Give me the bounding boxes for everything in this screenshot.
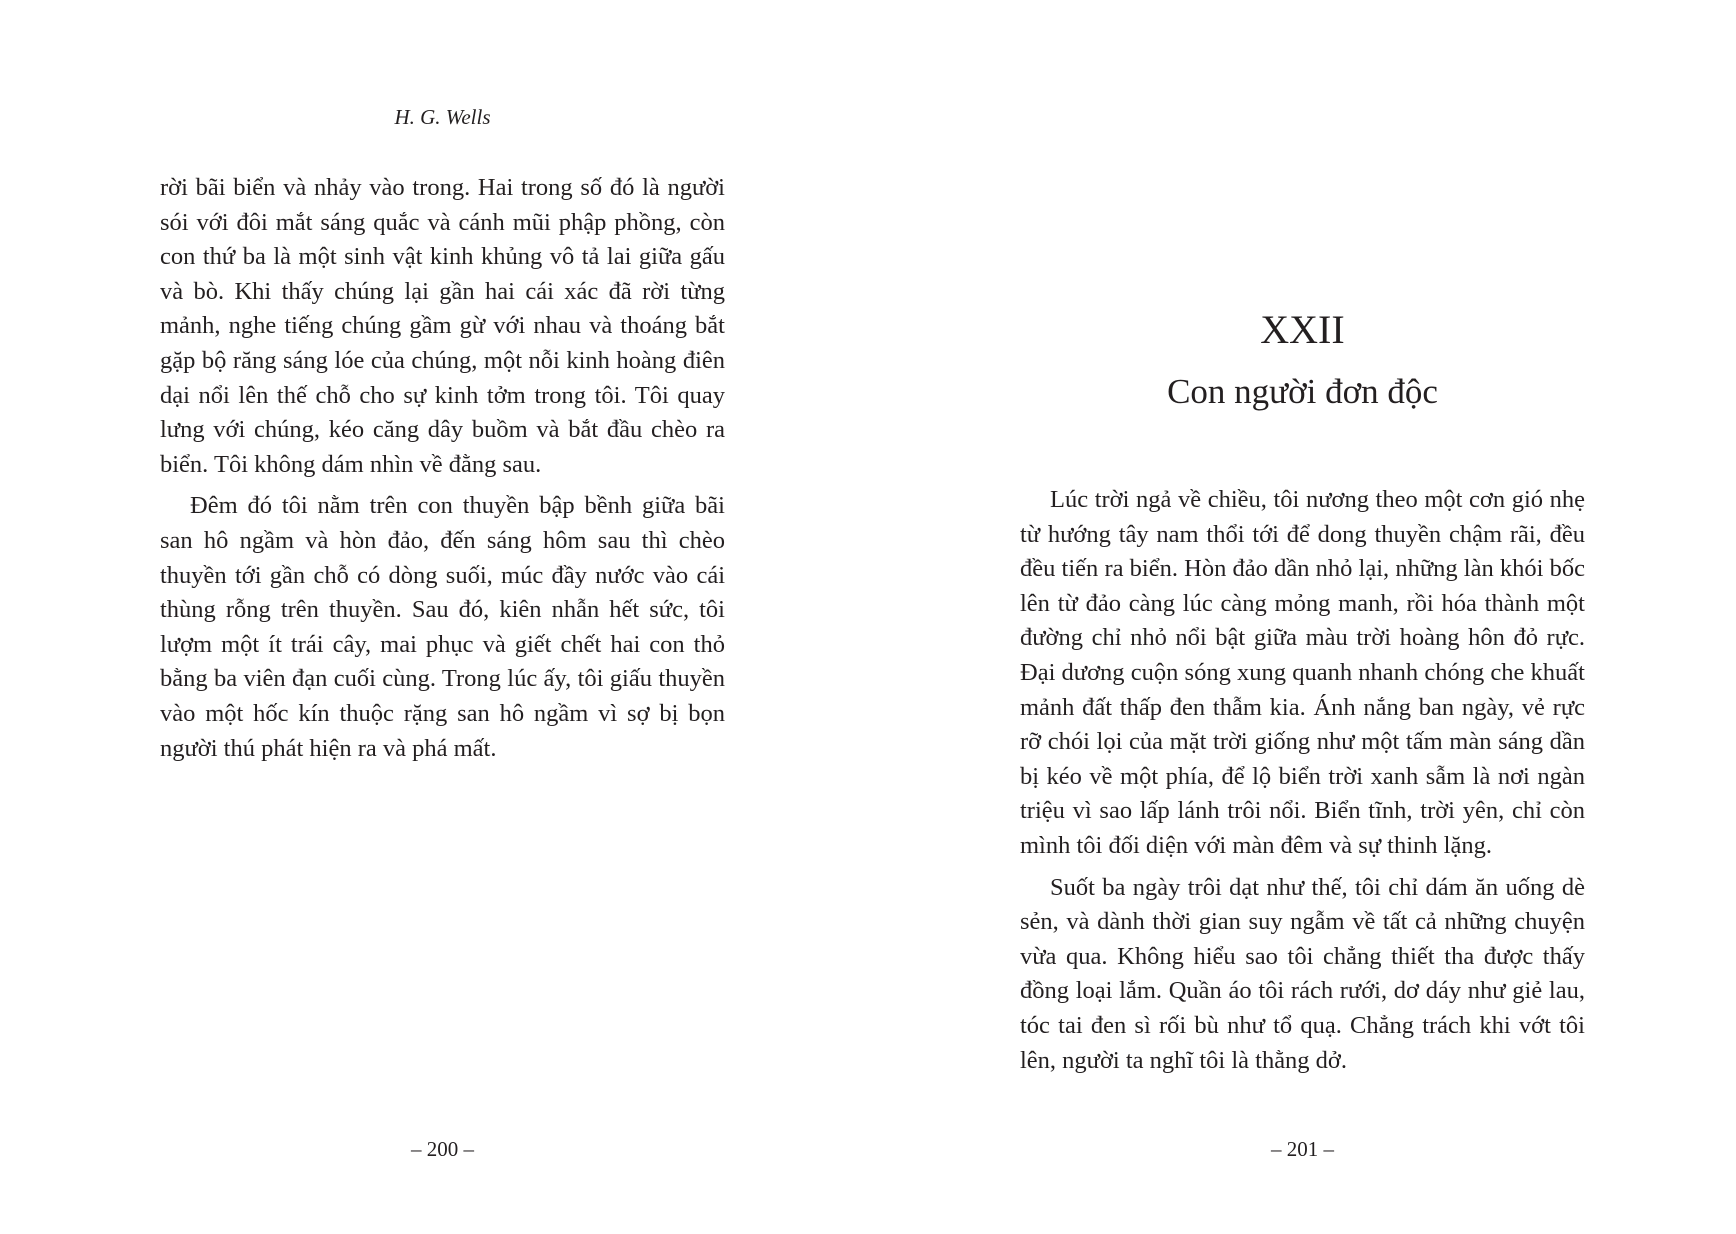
paragraph: rời bãi biển và nhảy vào trong. Hai trong số đó là người sói với đôi mắt sáng quắc và cánh mũi phập phồng, còn con thứ ba là một sinh vật kinh khủng vô tả lai giữa gấu và bò. Khi thấy chúng lại gần hai cái xác đã rời từng mảnh, nghe tiếng chúng gầm gừ với nhau và thoáng bắt gặp bộ răng sáng lóe của chúng, một nỗi kinh hoàng điên dại nổi lên thế chỗ cho sự kinh tởm trong tôi. Tôi quay lưng với chúng, kéo căng dây buồm và bắt đầu chèo ra biển. Tôi không dám nhìn về đằng sau.	[160, 174, 725, 478]
right-page-body	[1020, 483, 1585, 1078]
right-page	[868, 0, 1736, 1234]
page-number-left: – 200 –	[411, 1137, 474, 1161]
left-page-body	[160, 171, 725, 766]
chapter-number: XXII	[1260, 307, 1345, 352]
paragraph: Đêm đó tôi nằm trên con thuyền bập bềnh giữa bãi san hô ngầm và hòn đảo, đến sáng hôm sau thì chèo thuyền tới gần chỗ có dòng suối, múc đầy nước vào cái thùng rỗng trên thuyền. Sau đó, kiên nhẫn hết sức, tôi lượm một ít trái cây, mai phục và giết chết hai con thỏ bằng ba viên đạn cuối cùng. Trong lúc ấy, tôi giấu thuyền vào một hốc kín thuộc rặng san hô ngầm vì sợ bị bọn người thú phát hiện ra và phá mất.	[160, 492, 725, 762]
running-head-author: H. G. Wells	[394, 105, 491, 129]
chapter-title: Con người đơn độc	[1167, 372, 1438, 411]
paragraph: Suốt ba ngày trôi dạt như thế, tôi chỉ dám ăn uống dè sẻn, và dành thời gian suy ngẫm về tất cả những chuyện vừa qua. Không hiểu sao tôi chẳng thiết tha được thấy đồng loại lắm. Quần áo tôi rách rưới, dơ dáy như giẻ lau, tóc tai đen sì rối bù như tổ quạ. Chẳng trách khi vớt tôi lên, người ta nghĩ tôi là thằng dở.	[1020, 873, 1585, 1074]
page-number-right: – 201 –	[1271, 1137, 1334, 1161]
paragraph: Lúc trời ngả về chiều, tôi nương theo một cơn gió nhẹ từ hướng tây nam thổi tới để dong thuyền chậm rãi, đều đều tiến ra biển. Hòn đảo dần nhỏ lại, những làn khói bốc lên từ đảo càng lúc càng mỏng manh, rồi hóa thành một đường chỉ nhỏ nổi bật giữa màu trời hoàng hôn đỏ rực. Đại dương cuộn sóng xung quanh nhanh chóng che khuất mảnh đất thấp đen thẫm kia. Ánh nắng ban ngày, vẻ rực rỡ chói lọi của mặt trời giống như một tấm màn sáng dần bị kéo về một phía, để lộ biển trời xanh sẫm là nơi ngàn triệu vì sao lấp lánh trôi nổi. Biển tĩnh, trời yên, chỉ còn mình tôi đối diện với màn đêm và sự thinh lặng.	[1020, 486, 1585, 859]
